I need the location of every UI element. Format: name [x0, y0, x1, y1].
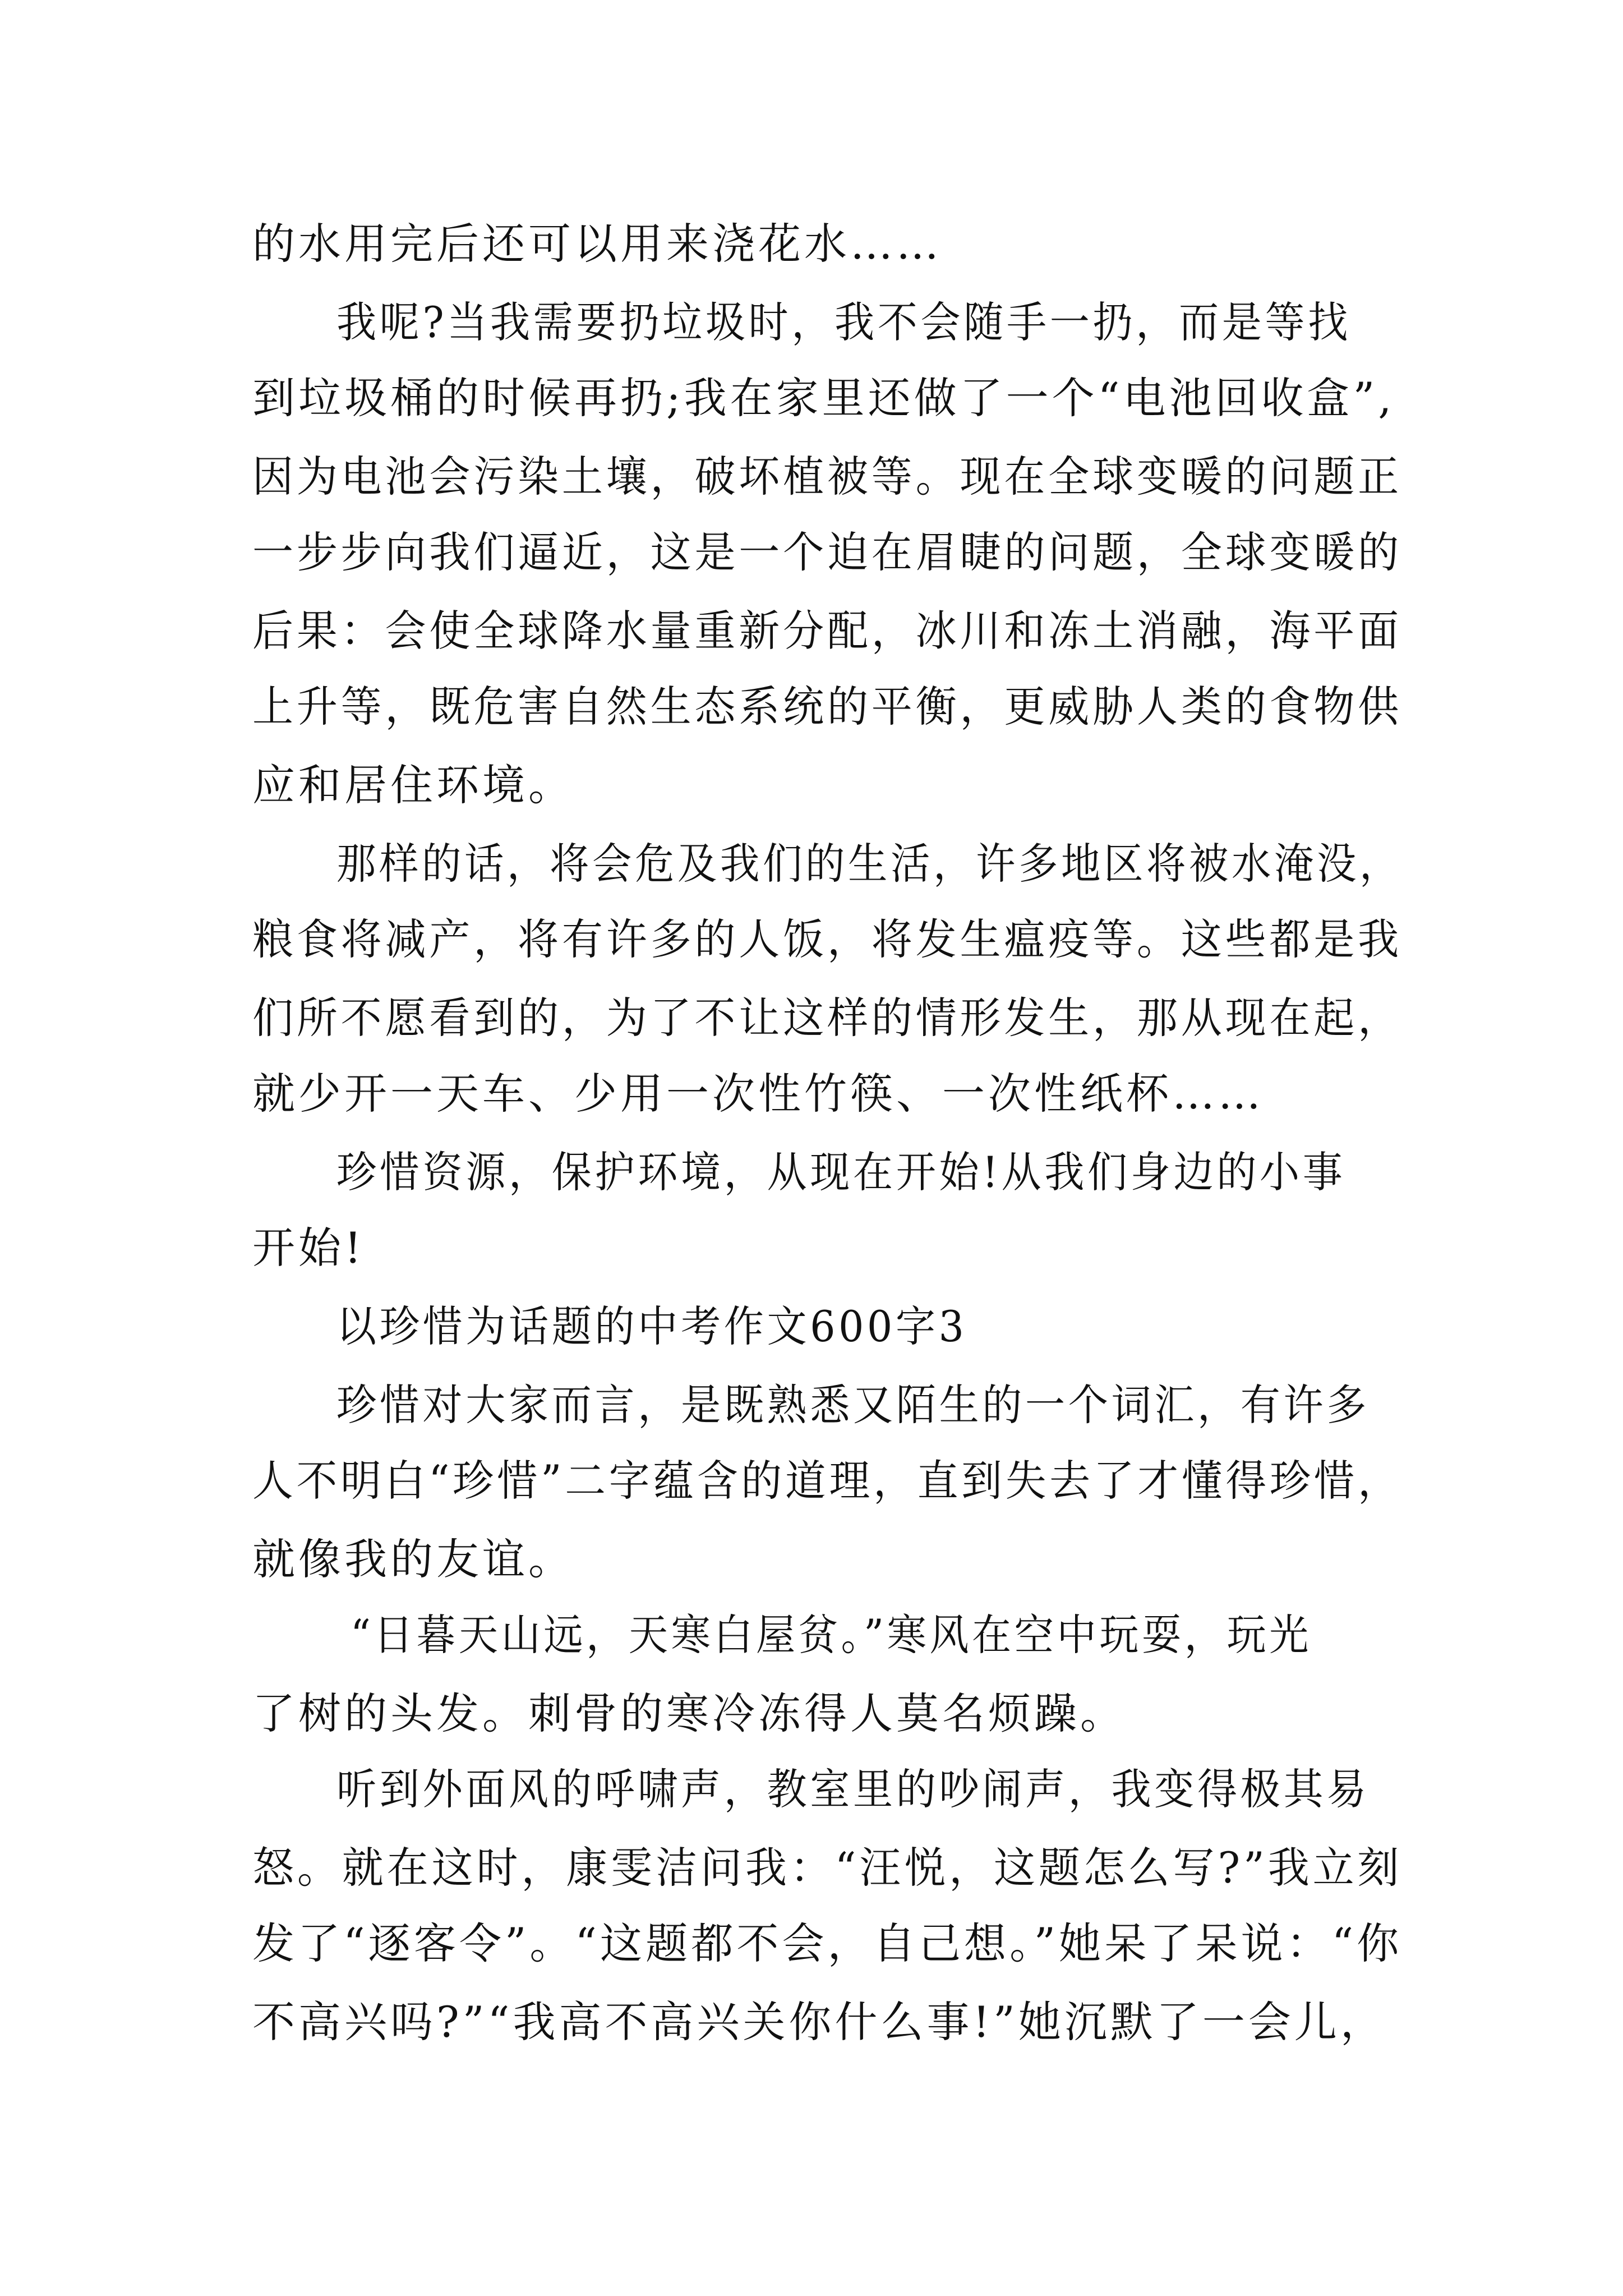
paragraph-start-line: 珍惜对大家而言，是既熟悉又陌生的一个词汇，有许多 — [336, 1380, 1370, 1430]
text-line: 上升等，既危害自然生态系统的平衡，更威胁人类的食物供 — [252, 682, 1402, 731]
paragraph-start-line: 我呢?当我需要扔垃圾时，我不会随手一扔，而是等找 — [336, 297, 1352, 347]
paragraph-start-line: 珍惜资源，保护环境，从现在开始!从我们身边的小事 — [336, 1147, 1346, 1197]
text-line: 开始! — [252, 1223, 365, 1273]
section-heading: 以珍惜为话题的中考作文600字3 — [336, 1301, 967, 1351]
text-line: 就少开一天车、少用一次性竹筷、一次性纸杯…… — [252, 1069, 1264, 1119]
text-line: 不高兴吗?”“我高不高兴关你什么事!”她沉默了一会儿， — [252, 1997, 1386, 2047]
text-line: 发了“逐客令”。“这题都不会，自己想。”她呆了呆说：“你 — [252, 1918, 1403, 1968]
text-line: 粮食将减产，将有许多的人饭，将发生瘟疫等。这些都是我 — [252, 914, 1402, 964]
paragraph-start-line: 听到外面风的呼啸声，教室里的吵闹声，我变得极其易 — [336, 1764, 1370, 1814]
paragraph-start-line: “日暮天山远，天寒白屋贫。”寒风在空中玩耍，玩光 — [351, 1610, 1312, 1660]
text-line: 因为电池会污染土壤，破坏植被等。现在全球变暖的问题正 — [252, 452, 1402, 501]
text-line: 一步步向我们逼近，这是一个迫在眉睫的问题，全球变暖的 — [252, 527, 1402, 577]
text-line: 怒。就在这时，康雯洁问我：“汪悦，这题怎么写?”我立刻 — [252, 1843, 1403, 1893]
text-line: 就像我的友谊。 — [252, 1534, 574, 1584]
text-line: 人不明白“珍惜”二字蕴含的道理，直到失去了才懂得珍惜， — [252, 1456, 1402, 1506]
text-line: 后果：会使全球降水量重新分配，冰川和冻土消融，海平面 — [252, 606, 1402, 656]
text-line: 到垃圾桶的时候再扔;我在家里还做了一个“电池回收盒”, — [252, 373, 1395, 423]
text-line: 了树的头发。刺骨的寒冷冻得人莫名烦躁。 — [252, 1688, 1126, 1738]
text-line: 应和居住环境。 — [252, 760, 574, 810]
paragraph-start-line: 那样的话，将会危及我们的生活，许多地区将被水淹没， — [336, 839, 1402, 889]
text-line: 的水用完后还可以用来浇花水…… — [252, 219, 942, 269]
text-line: 们所不愿看到的，为了不让这样的情形发生，那从现在起， — [252, 993, 1402, 1043]
